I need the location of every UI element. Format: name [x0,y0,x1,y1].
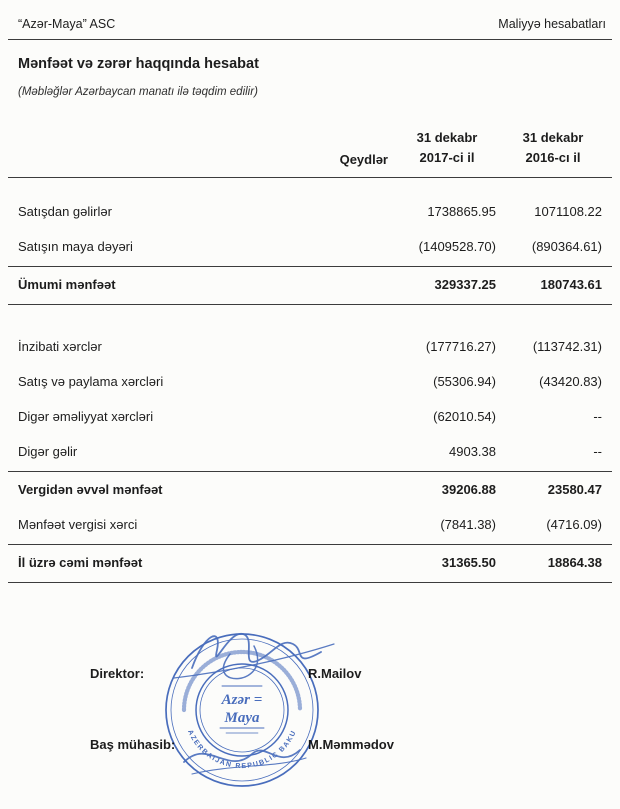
row-value-2017: (1409528.70) [418,239,496,255]
row-value-2016: -- [593,444,602,460]
page-header [0,0,620,39]
row-value-2017: 31365.50 [441,555,496,571]
report-subtitle: (Məbləğlər Azərbaycan manatı ilə təqdim edilir) [18,86,258,98]
row-notes [322,409,394,424]
row-label: Digər əməliyyat xərcləri [18,409,154,425]
row-label: Ümumi mənfəət [18,277,116,293]
divider [8,582,612,583]
row-label: İnzibati xərclər [18,339,102,355]
col-header-2016-date: 31 dekabr [522,130,584,145]
row-notes [322,277,394,292]
row-value-2016: 1071108.22 [534,204,602,220]
accountant-name: M.Məmmədov [308,737,394,752]
row-label: Satış və paylama xərcləri [18,374,164,390]
row-value-2017: (7841.38) [440,517,496,533]
director-name: R.Mailov [308,666,362,681]
row-label: Digər gəlir [18,444,78,460]
table-row [0,507,620,544]
stamp-center-text-line2: Maya [224,710,260,726]
company-stamp [142,620,342,805]
row-value-2017: 39206.88 [441,482,496,498]
divider [8,39,612,40]
table-row-total [0,472,620,507]
table-row [0,194,620,229]
stamp-microtext-arc [184,652,300,710]
accountant-label: Baş mühasib: [90,737,176,752]
col-header-2017 [394,128,500,168]
row-value-2016: (4716.09) [546,517,602,533]
report-title: Mənfəət və zərər haqqında hesabat [18,56,259,72]
table-row [0,399,620,434]
row-value-2017: 4903.38 [449,444,496,460]
divider [8,177,612,178]
col-header-2017-year: 2017-ci il [419,150,475,166]
row-value-2016: (113742.31) [532,339,602,355]
stamp-ring-text: AZERBAIJAN REPUBLIC BAKU [186,728,298,771]
row-value-2017: (177716.27) [425,339,496,355]
signature-ink [174,634,334,774]
director-label: Direktor: [90,666,145,681]
row-value-2017: (62010.54) [433,409,496,425]
col-header-notes: Qeydlər [339,152,388,168]
row-notes [322,239,394,254]
row-notes [322,444,394,459]
table-row [0,229,620,266]
table-row [0,329,620,364]
row-label: Mənfəət vergisi xərci [18,517,138,533]
row-value-2016: (43420.83) [539,374,602,390]
stamp-center-text-line1: Azər = [221,692,263,708]
row-label: Satışdan gəlirlər [18,204,112,220]
row-value-2017: 329337.25 [434,277,496,293]
row-value-2017: (55306.94) [433,374,496,390]
table-row [0,434,620,471]
table-header [0,128,620,177]
row-value-2016: 23580.47 [547,482,602,498]
table-row-total [0,545,620,582]
table-row [0,364,620,399]
row-value-2016: 18864.38 [547,555,602,571]
row-label: Satışın maya dəyəri [18,239,133,255]
row-value-2017: 1738865.95 [427,204,496,220]
row-label: İl üzrə cəmi mənfəət [18,555,143,571]
col-header-2017-date: 31 dekabr [416,130,478,145]
row-notes [322,482,394,497]
row-value-2016: (890364.61) [531,239,602,255]
stamp-rings [166,634,318,786]
row-notes [322,374,394,389]
row-notes [322,339,394,354]
row-value-2016: 180743.61 [540,277,602,293]
row-notes [322,555,394,570]
divider [8,304,612,305]
col-header-2016-year: 2016-cı il [525,150,581,166]
company-name: “Azər-Maya” ASC [18,17,116,31]
col-header-2016 [500,128,606,168]
header-right-label: Maliyyə hesabatları [498,17,606,31]
row-notes [322,517,394,532]
row-notes [322,204,394,219]
table-row-total [0,267,620,304]
row-value-2016: -- [593,409,602,425]
row-label: Vergidən əvvəl mənfəət [18,482,163,498]
